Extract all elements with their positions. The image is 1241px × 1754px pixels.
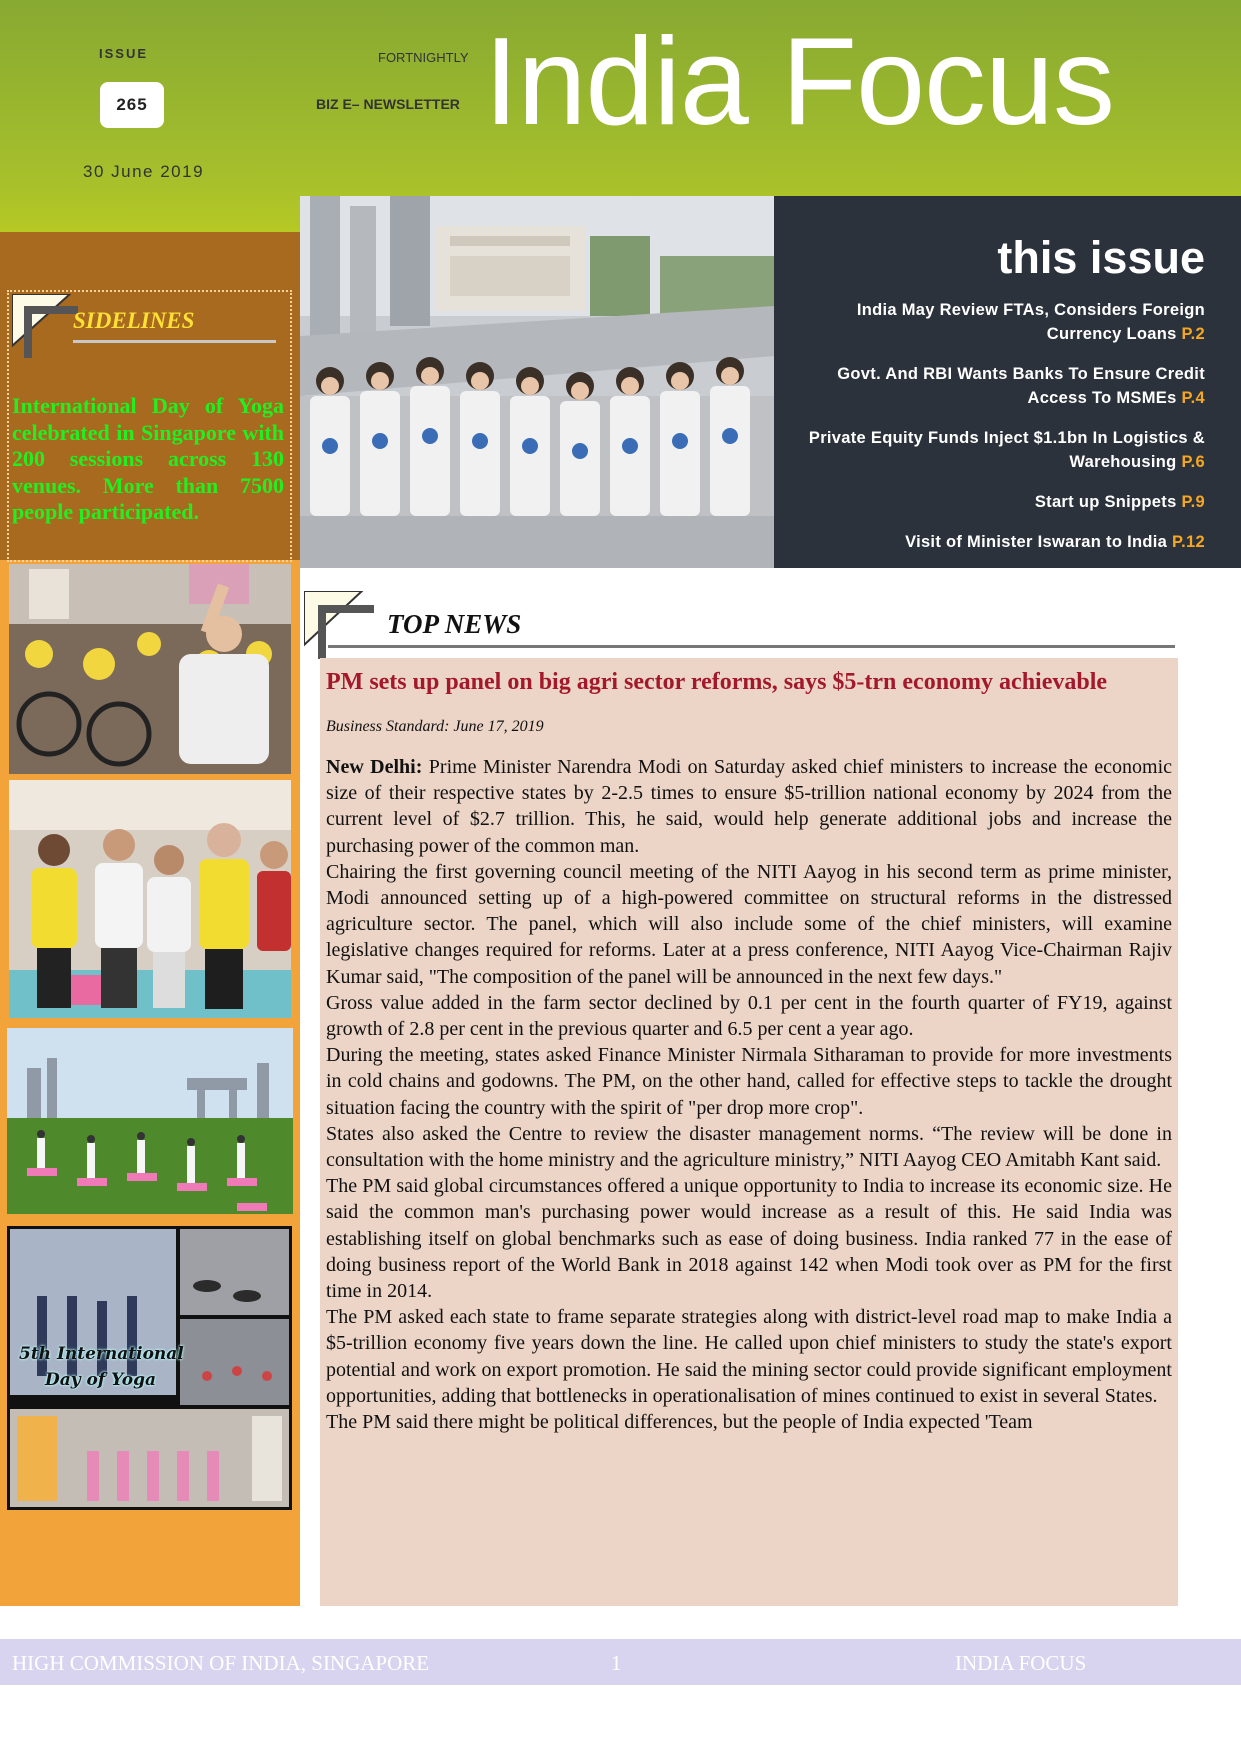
footer-left-text: HIGH COMMISSION OF INDIA, SINGAPORE: [12, 1651, 430, 1675]
section-corner-icon: [12, 294, 78, 358]
group-yellow-shirts-photo: [9, 780, 291, 1018]
this-issue-title: this issue: [997, 232, 1205, 283]
top-news-divider: [328, 645, 1175, 648]
article-dateline: New Delhi:: [326, 756, 423, 778]
footer-page-number: 1: [611, 1651, 622, 1675]
this-issue-item[interactable]: Private Equity Funds Inject $1.1bn In Logistics & Warehousing P.6: [808, 429, 1205, 471]
issue-date: 30 June 2019: [83, 162, 205, 181]
issue-label: ISSUE: [99, 46, 149, 61]
article-paragraph: Chairing the first governing council meeting of the NITI Aayog in his second term as prime minister, Modi announced setting up of a high-powered committee on structural reforms in the distressed agriculture sector. The panel, which will also include some of the chief ministers, will examine legislative changes required for reforms. Later at a press conference, NITI Aayog Vice-Chairman Rajiv Kumar said, "The composition of the panel will be announced in the next few days.": [326, 860, 1172, 988]
this-issue-item[interactable]: Visit of Minister Iswaran to India P.12: [905, 533, 1205, 551]
this-issue-list: [785, 298, 1205, 570]
sidelines-divider: [73, 340, 276, 343]
frequency-label: FORTNIGHTLY: [378, 50, 469, 65]
yoga-wheelchair-photo: [9, 564, 291, 774]
article-headline[interactable]: PM sets up panel on big agri sector reforms, says $5-trn economy achievable: [326, 669, 1108, 695]
article-paragraph: During the meeting, states asked Finance Minister Nirmala Sitharaman to provide for more investments in cold chains and godowns. The PM, on the other hand, called for effective steps to tackle the drought situation facing the country with the spirit of "per drop more crop".: [326, 1044, 1172, 1119]
article-paragraph: The PM said global circumstances offered a unique opportunity to India to increase its economic size. He said the common man's purchasing power would increase as a result of this. He said India was establishing itself on global benchmarks such as ease of doing business. India ranked 77 in the ease of doing business report of the World Bank in 2018 against 142 when Modi took over as PM for the first time in 2014.: [326, 1175, 1172, 1303]
sidelines-title: SIDELINES: [73, 308, 195, 333]
article-paragraph: Gross value added in the farm sector declined by 0.1 per cent in the fourth quarter of FY19, against growth of 2.8 per cent in the previous quarter and 6.5 per cent a year ago.: [326, 991, 1172, 1041]
this-issue-item[interactable]: Govt. And RBI Wants Banks To Ensure Credit Access To MSMEs P.4: [837, 365, 1205, 407]
footer-right-text: INDIA FOCUS: [955, 1651, 1087, 1675]
article-paragraph: The PM asked each state to frame separate strategies along with district-level road map to make India a $5-trillion economy five years down the line. He called upon chief ministers to study the state's export potential and work on export promotion. He said the mining sector could provide significant employment opportunities, adding that bottlenecks in operationalisation of mines continued to exist in several States.: [326, 1306, 1172, 1407]
yoga-day-collage: [7, 1226, 292, 1510]
article-paragraph: The PM said there might be political differences, but the people of India expected 'Team: [326, 1411, 1033, 1434]
article-body: [326, 754, 1172, 1435]
collage-caption-line-2: Day of Yoga: [45, 1370, 157, 1390]
this-issue-panel: [774, 196, 1241, 568]
this-issue-item[interactable]: Start up Snippets P.9: [1034, 493, 1205, 511]
issue-number-badge: 265: [100, 82, 164, 128]
outdoor-yoga-photo: [7, 1028, 293, 1214]
hero-yoga-photo: [300, 196, 774, 568]
page-footer: [0, 1639, 1241, 1685]
sidelines-text: International Day of Yoga celebrated in Singapore with 200 sessions across 130 venues. More than 7500 people participated.: [12, 393, 284, 524]
masthead-title: India Focus: [484, 13, 1115, 151]
this-issue-item[interactable]: India May Review FTAs, Considers Foreign Currency Loans P.2: [856, 301, 1205, 343]
collage-caption-line-1: 5th International: [19, 1344, 184, 1364]
newsletter-type: BIZ E– NEWSLETTER: [316, 96, 460, 112]
top-news-article: [320, 658, 1178, 1606]
article-source: Business Standard: June 17, 2019: [326, 718, 544, 735]
article-paragraph: States also asked the Centre to review the disaster management norms. “The review will be done in consultation with the home ministry and the agriculture ministry,” NITI Aayog CEO Amitabh Kant said.: [326, 1122, 1172, 1172]
article-paragraph: New Delhi: Prime Minister Narendra Modi on Saturday asked chief ministers to increase the economic size of their respective states by 2-2.5 times to ensure $5-trillion national economy by 2024 from the current level of $2.7 trillion. This, he said, would help generate additional jobs and increase the purchasing power of the common man.: [326, 756, 1172, 857]
top-news-title: TOP NEWS: [387, 609, 522, 639]
top-news-corner-icon: [304, 591, 374, 659]
